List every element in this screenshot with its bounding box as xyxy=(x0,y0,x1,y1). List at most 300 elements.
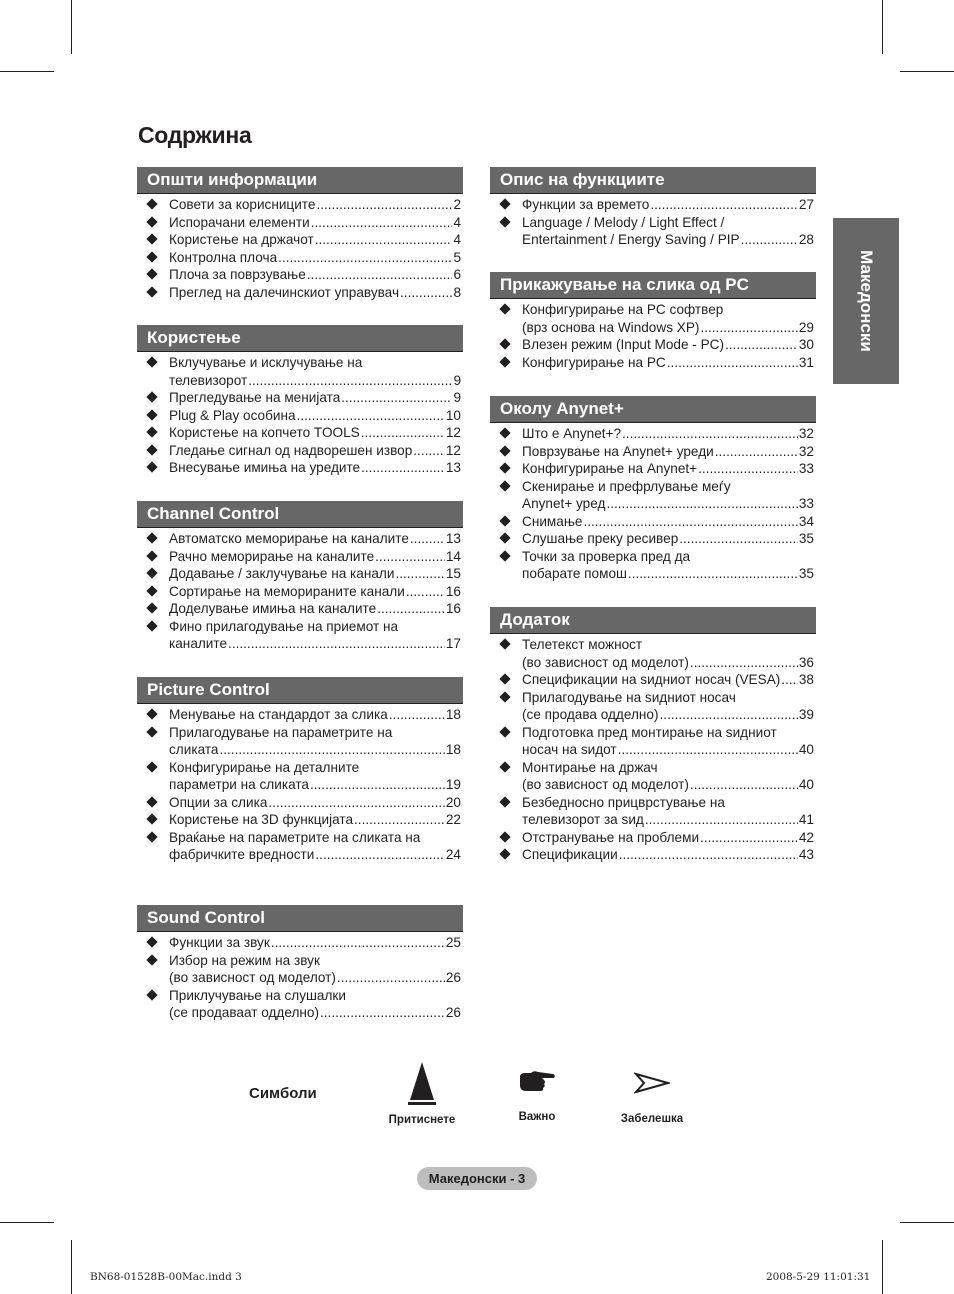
toc-entry-text: (врз основа на Windows XP) xyxy=(522,319,700,335)
toc-entry[interactable] xyxy=(137,407,463,425)
toc-entry-line xyxy=(522,301,814,319)
toc-page-number: 17 xyxy=(445,636,461,651)
dot-leader xyxy=(315,231,453,249)
dot-leader xyxy=(315,846,444,864)
toc-entry-text: Телетекст можност xyxy=(522,637,643,652)
toc-page-number: 29 xyxy=(798,319,814,335)
toc-entry-text: телевизорот xyxy=(169,372,248,388)
toc-entry[interactable] xyxy=(137,231,463,249)
diamond-bullet-icon xyxy=(146,831,157,842)
toc-page-number: 4 xyxy=(453,214,461,230)
toc-entry[interactable] xyxy=(137,987,463,1022)
toc-entry-line xyxy=(169,794,461,812)
toc-page-number: 26 xyxy=(445,970,461,985)
toc-page-number: 9 xyxy=(453,390,461,405)
dot-leader xyxy=(606,495,797,513)
toc-entry[interactable] xyxy=(490,794,816,829)
toc-entry-line xyxy=(169,583,461,601)
toc-entry[interactable] xyxy=(137,934,463,952)
toc-entry[interactable] xyxy=(490,354,816,372)
symbol-press-label: Притиснете xyxy=(388,1114,456,1126)
toc-entry-line xyxy=(169,565,461,583)
toc-entry-line xyxy=(169,424,461,442)
diamond-bullet-icon xyxy=(499,761,510,772)
crop-mark xyxy=(882,1240,883,1294)
toc-entry-text: Опции за слика xyxy=(169,794,268,810)
toc-entry-line xyxy=(169,724,461,742)
toc-page-number: 25 xyxy=(445,935,461,950)
dot-leader xyxy=(354,811,445,829)
toc-entry-line xyxy=(169,214,461,232)
diamond-bullet-icon xyxy=(146,813,157,824)
toc-entry-list xyxy=(137,194,463,301)
toc-entry[interactable] xyxy=(490,759,816,794)
toc-entry-text: Користење на копчето TOOLS xyxy=(169,425,360,440)
section-heading: Channel Control xyxy=(137,501,463,528)
toc-entry[interactable] xyxy=(490,460,816,478)
section-heading: Користење xyxy=(137,325,463,352)
toc-entry-line xyxy=(169,354,461,372)
toc-entry-text: Совети за корисниците xyxy=(169,197,316,212)
language-side-tab xyxy=(833,218,899,384)
toc-page-number: 40 xyxy=(798,777,814,792)
dot-leader xyxy=(619,846,798,864)
dot-leader xyxy=(406,583,445,601)
toc-entry[interactable] xyxy=(137,706,463,724)
diamond-bullet-icon xyxy=(499,427,510,438)
toc-entry[interactable] xyxy=(137,389,463,407)
toc-entry-text: сликата xyxy=(169,742,219,757)
diamond-bullet-icon xyxy=(499,356,510,367)
toc-entry-line xyxy=(522,706,814,724)
toc-entry[interactable] xyxy=(137,952,463,987)
toc-entry[interactable] xyxy=(137,618,463,653)
toc-entry[interactable] xyxy=(137,354,463,389)
toc-entry[interactable] xyxy=(490,214,816,249)
section-heading: Picture Control xyxy=(137,677,463,704)
diamond-bullet-icon xyxy=(146,585,157,596)
toc-entry-line xyxy=(522,548,814,566)
dot-leader xyxy=(583,513,797,531)
dot-leader xyxy=(248,372,452,390)
toc-page-number: 9 xyxy=(453,372,461,388)
section-heading: Опис на функциите xyxy=(490,167,816,194)
diamond-bullet-icon xyxy=(146,198,157,209)
toc-entry-line xyxy=(522,196,814,214)
toc-entry-text: Конфигурирање на Anynet+ xyxy=(522,461,698,476)
dot-leader xyxy=(741,231,798,249)
toc-entry-text: Слушање преку ресивер xyxy=(522,531,679,546)
toc-entry-line xyxy=(522,336,814,354)
toc-entry-text: Рачно меморирање на каналите xyxy=(169,548,375,564)
toc-entry[interactable] xyxy=(490,336,816,354)
diamond-bullet-icon xyxy=(146,409,157,420)
dot-leader xyxy=(667,354,798,372)
toc-entry-text: Спецификации на sидниот носач (VESA) xyxy=(522,672,781,687)
section-heading: Прикажување на слика од PC xyxy=(490,272,816,299)
toc-entry-text: Менување на стандардот за слика xyxy=(169,707,388,722)
toc-section xyxy=(137,167,463,301)
toc-entry-line xyxy=(169,530,461,548)
section-heading: Околу Anynet+ xyxy=(490,396,816,423)
toc-entry-text: Сортирање на меморираните канали xyxy=(169,583,405,599)
toc-entry[interactable] xyxy=(137,284,463,302)
dot-leader xyxy=(618,741,798,759)
diamond-bullet-icon xyxy=(146,726,157,737)
toc-entry-text: Додавање / заклучување на канали xyxy=(169,566,395,581)
diamond-bullet-icon xyxy=(146,620,157,631)
toc-entry-text: Користење на 3D функцијата xyxy=(169,812,354,827)
toc-page-number: 30 xyxy=(798,337,814,352)
toc-entry-line xyxy=(169,969,461,987)
toc-entry-text: Language / Melody / Light Effect / xyxy=(522,214,725,230)
toc-page-number: 32 xyxy=(798,443,814,459)
toc-entry[interactable] xyxy=(490,513,816,531)
symbol-important-label: Важно xyxy=(518,1111,556,1123)
toc-entry-line xyxy=(522,214,814,232)
toc-entry-text: (во зависност од моделот) xyxy=(522,777,689,792)
dot-leader xyxy=(361,424,445,442)
pointing-hand-icon xyxy=(517,1068,557,1094)
toc-entry[interactable] xyxy=(490,443,816,461)
toc-entry-text: Безбедносно прицврстување на xyxy=(522,794,725,810)
toc-page-number: 35 xyxy=(798,531,814,546)
toc-entry[interactable] xyxy=(137,794,463,812)
toc-entry[interactable] xyxy=(490,478,816,513)
dot-leader xyxy=(400,284,452,302)
toc-entry-line xyxy=(169,407,461,425)
page-title: Содржина xyxy=(138,122,252,148)
symbol-important xyxy=(497,1068,577,1123)
diamond-bullet-icon xyxy=(146,532,157,543)
dot-leader xyxy=(700,829,798,847)
toc-entry[interactable] xyxy=(137,759,463,794)
toc-entry-text: Конфигурирање на PC софтвер xyxy=(522,302,724,317)
toc-entry-line xyxy=(169,389,461,407)
toc-page-number: 14 xyxy=(445,548,461,564)
toc-entry[interactable] xyxy=(490,548,816,583)
toc-entry-line xyxy=(169,1004,461,1022)
diamond-bullet-icon xyxy=(499,532,510,543)
toc-entry-line xyxy=(169,231,461,249)
diamond-bullet-icon xyxy=(146,708,157,719)
diamond-bullet-icon xyxy=(146,391,157,402)
toc-entry-line xyxy=(522,724,814,742)
diamond-bullet-icon xyxy=(146,286,157,297)
toc-section xyxy=(490,607,816,864)
language-side-tab-label: Македонски xyxy=(857,250,876,352)
toc-entry-text: Враќање на параметрите на сликата на xyxy=(169,829,421,845)
toc-entry-text: Конфигурирање на PC xyxy=(522,354,666,370)
toc-entry[interactable] xyxy=(490,829,816,847)
toc-entry-line xyxy=(522,495,814,513)
toc-entry[interactable] xyxy=(490,689,816,724)
symbol-press xyxy=(382,1060,462,1126)
toc-entry-line xyxy=(522,513,814,531)
toc-entry-line xyxy=(169,600,461,618)
toc-page-number: 27 xyxy=(798,197,814,212)
toc-entry-line xyxy=(522,530,814,548)
toc-section xyxy=(490,167,816,249)
diamond-bullet-icon xyxy=(499,216,510,227)
toc-page-number: 40 xyxy=(798,742,814,757)
diamond-bullet-icon xyxy=(146,444,157,455)
crop-mark xyxy=(0,71,54,72)
dot-leader xyxy=(698,460,798,478)
toc-entry-text: Скенирање и префрлување меѓу xyxy=(522,478,731,494)
toc-entry-text: Што е Anynet+? xyxy=(522,426,622,441)
diamond-bullet-icon xyxy=(146,216,157,227)
toc-entry-text: Точки за проверка пред да xyxy=(522,548,691,564)
toc-entry-list xyxy=(137,528,463,653)
dot-leader xyxy=(278,249,452,267)
toc-entry[interactable] xyxy=(490,196,816,214)
toc-entry-line xyxy=(169,249,461,267)
toc-entry[interactable] xyxy=(490,425,816,443)
toc-entry[interactable] xyxy=(137,724,463,759)
toc-page-number: 22 xyxy=(445,812,461,827)
toc-entry[interactable] xyxy=(137,530,463,548)
toc-entry[interactable] xyxy=(137,214,463,232)
toc-entry-text: фабричките вредности xyxy=(169,847,315,862)
diamond-bullet-icon xyxy=(499,691,510,702)
dot-leader xyxy=(228,635,445,653)
crop-mark xyxy=(71,0,72,54)
toc-entry-list xyxy=(490,299,816,371)
toc-entry-line xyxy=(522,776,814,794)
diamond-bullet-icon xyxy=(499,445,510,456)
diamond-bullet-icon xyxy=(146,989,157,1000)
toc-page-number: 35 xyxy=(798,566,814,581)
dot-leader xyxy=(297,407,445,425)
toc-entry-line xyxy=(169,635,461,653)
toc-page-number: 13 xyxy=(445,460,461,475)
toc-entry-text: Вклучување и исклучување на xyxy=(169,355,363,370)
toc-entry-line xyxy=(169,442,461,460)
dot-leader xyxy=(271,934,445,952)
toc-page-number: 31 xyxy=(798,354,814,370)
toc-entry[interactable] xyxy=(137,459,463,477)
toc-entry-line xyxy=(169,759,461,777)
toc-page-number: 4 xyxy=(453,232,461,247)
toc-entry[interactable] xyxy=(137,424,463,442)
diamond-bullet-icon xyxy=(146,356,157,367)
toc-entry[interactable] xyxy=(137,196,463,214)
diamond-bullet-icon xyxy=(499,848,510,859)
symbol-note-label: Забелешка xyxy=(620,1113,684,1125)
dot-leader xyxy=(700,319,797,337)
toc-entry-text: Контролна плоча xyxy=(169,249,278,265)
dot-leader xyxy=(389,706,445,724)
toc-page-number: 32 xyxy=(798,426,814,441)
toc-page-number: 15 xyxy=(445,566,461,581)
toc-entry-text: Испорачани елементи xyxy=(169,214,310,230)
toc-entry-line xyxy=(522,741,814,759)
diamond-bullet-icon xyxy=(499,338,510,349)
toc-entry-line xyxy=(522,319,814,337)
toc-entry-list xyxy=(137,932,463,1022)
toc-entry-text: Plug & Play особина xyxy=(169,407,296,423)
toc-entry[interactable] xyxy=(137,829,463,864)
section-heading: Додаток xyxy=(490,607,816,634)
toc-entry-text: Функции за звук xyxy=(169,935,270,950)
toc-entry-list xyxy=(137,704,463,864)
diamond-bullet-icon xyxy=(146,567,157,578)
diamond-bullet-icon xyxy=(146,796,157,807)
diamond-bullet-icon xyxy=(146,251,157,262)
dot-leader xyxy=(341,389,452,407)
toc-entry-line xyxy=(169,459,461,477)
toc-entry[interactable] xyxy=(137,249,463,267)
toc-entry[interactable] xyxy=(137,600,463,618)
diamond-bullet-icon xyxy=(146,761,157,772)
toc-entry-text: (се продаваат одделно) xyxy=(169,1005,319,1020)
toc-page-number: 12 xyxy=(445,425,461,440)
dot-leader xyxy=(307,266,453,284)
toc-entry-list xyxy=(490,423,816,583)
toc-entry[interactable] xyxy=(137,811,463,829)
toc-entry-list xyxy=(137,352,463,477)
dot-leader xyxy=(715,443,798,461)
toc-entry-text: (во зависност од моделот) xyxy=(169,970,336,985)
toc-entry-text: Прегледување на менијата xyxy=(169,390,341,405)
toc-entry-text: Прилагодување на sидниот носач xyxy=(522,689,736,705)
toc-entry-text: Автоматско меморирање на каналите xyxy=(169,531,409,546)
toc-entry-text: Преглед на далечинскиот управувач xyxy=(169,284,400,300)
toc-entry-text: (во зависност од моделот) xyxy=(522,654,689,670)
toc-entry-line xyxy=(522,565,814,583)
dot-leader xyxy=(690,776,798,794)
toc-entry-line xyxy=(522,425,814,443)
toc-page-number: 38 xyxy=(798,672,814,687)
toc-page-number: 20 xyxy=(445,794,461,810)
dot-leader xyxy=(310,776,445,794)
toc-section xyxy=(490,396,816,583)
dot-leader xyxy=(377,600,445,618)
toc-entry-text: Користење на држачот xyxy=(169,232,314,247)
toc-entry-text: Приклучување на слушалки xyxy=(169,987,346,1003)
diamond-bullet-icon xyxy=(146,602,157,613)
toc-entry-line xyxy=(522,460,814,478)
diamond-bullet-icon xyxy=(499,550,510,561)
toc-entry-line xyxy=(169,266,461,284)
dot-leader xyxy=(645,811,798,829)
toc-entry-text: Конфигурирање на деталните xyxy=(169,759,360,775)
toc-entry-line xyxy=(522,794,814,812)
dot-leader xyxy=(660,706,798,724)
diamond-bullet-icon xyxy=(499,515,510,526)
toc-page-number: 16 xyxy=(445,601,461,616)
toc-entry-list xyxy=(490,194,816,249)
diamond-bullet-icon xyxy=(499,462,510,473)
toc-entry[interactable] xyxy=(137,442,463,460)
toc-entry-text: Снимање xyxy=(522,513,583,529)
toc-entry-line xyxy=(169,618,461,636)
toc-page-number: 12 xyxy=(445,442,461,458)
toc-page-number: 41 xyxy=(798,812,814,827)
toc-entry-line xyxy=(169,987,461,1005)
toc-page-number: 6 xyxy=(453,267,461,282)
toc-page-number: 18 xyxy=(445,742,461,757)
toc-entry-line xyxy=(522,846,814,864)
dot-leader xyxy=(219,741,444,759)
toc-page-number: 26 xyxy=(445,1005,461,1020)
diamond-bullet-icon xyxy=(499,638,510,649)
diamond-bullet-icon xyxy=(146,268,157,279)
toc-page-number: 10 xyxy=(445,407,461,423)
toc-entry-text: Гледање сигнал од надворешен извор xyxy=(169,442,413,458)
dot-leader xyxy=(781,671,798,689)
toc-entry[interactable] xyxy=(137,266,463,284)
toc-entry-text: (се продава одделно) xyxy=(522,707,659,722)
toc-entry-text: Плоча за поврзување xyxy=(169,267,306,282)
dot-leader xyxy=(410,530,445,548)
diamond-bullet-icon xyxy=(146,426,157,437)
toc-entry-text: каналите xyxy=(169,636,228,651)
toc-page-number: 33 xyxy=(798,496,814,511)
toc-entry[interactable] xyxy=(490,301,816,336)
toc-page-number: 18 xyxy=(445,707,461,722)
toc-page-number: 42 xyxy=(798,829,814,845)
toc-entry[interactable] xyxy=(490,530,816,548)
toc-entry-text: Поврзување на Anynet+ уреди xyxy=(522,443,714,459)
toc-entry[interactable] xyxy=(137,565,463,583)
toc-entry-line xyxy=(522,636,814,654)
toc-entry-text: Прилагодување на параметрите на xyxy=(169,724,393,740)
toc-entry[interactable] xyxy=(490,846,816,864)
crop-mark xyxy=(71,1240,72,1294)
toc-entry[interactable] xyxy=(490,636,816,671)
toc-entry-line xyxy=(522,759,814,777)
toc-entry-text: Функции за времето xyxy=(522,197,650,212)
toc-entry[interactable] xyxy=(137,548,463,566)
toc-page-number: 13 xyxy=(445,531,461,546)
dot-leader xyxy=(395,565,444,583)
dot-leader xyxy=(337,969,445,987)
diamond-bullet-icon xyxy=(499,726,510,737)
toc-entry[interactable] xyxy=(490,671,816,689)
toc-entry-line xyxy=(522,354,814,372)
toc-entry[interactable] xyxy=(490,724,816,759)
crop-mark xyxy=(900,71,954,72)
toc-entry-text: Внесување имиња на уредите xyxy=(169,460,361,475)
toc-entry-line xyxy=(169,548,461,566)
diamond-bullet-icon xyxy=(146,954,157,965)
toc-entry-text: носач на sидот xyxy=(522,742,617,757)
toc-entry[interactable] xyxy=(137,583,463,601)
toc-entry-text: Доделување имиња на каналите xyxy=(169,601,377,616)
dot-leader xyxy=(320,1004,445,1022)
toc-entry-line xyxy=(169,934,461,952)
toc-section xyxy=(137,677,463,864)
toc-entry-line xyxy=(522,671,814,689)
dot-leader xyxy=(413,442,445,460)
diamond-bullet-icon xyxy=(499,831,510,842)
toc-section xyxy=(137,325,463,477)
dot-leader xyxy=(690,654,798,672)
toc-page-number: 2 xyxy=(453,197,461,212)
toc-page-number: 33 xyxy=(798,461,814,476)
dot-leader xyxy=(361,459,445,477)
crop-mark xyxy=(900,1222,954,1223)
arrow-note-icon xyxy=(634,1072,670,1094)
toc-page-number: 36 xyxy=(798,654,814,670)
toc-entry-line xyxy=(169,706,461,724)
toc-page-number: 34 xyxy=(798,513,814,529)
toc-entry-line xyxy=(169,811,461,829)
crop-mark xyxy=(882,0,883,54)
toc-section xyxy=(490,272,816,371)
